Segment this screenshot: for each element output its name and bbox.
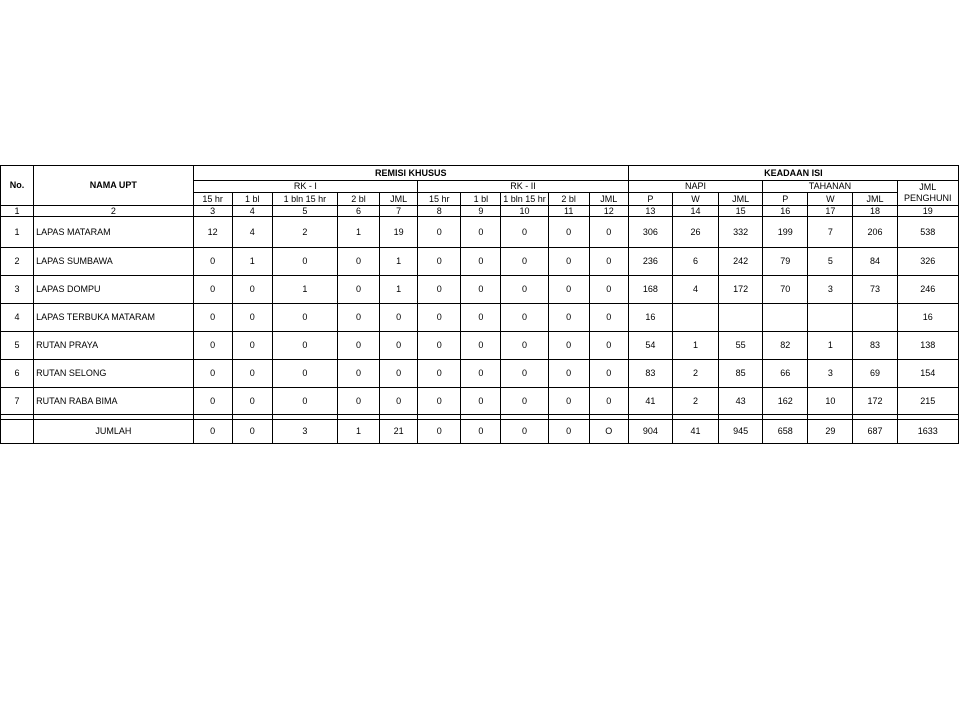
total-value-cell: 3 — [272, 420, 337, 444]
total-value-cell: 904 — [628, 420, 672, 444]
tahanan-col-jml: JML — [853, 193, 897, 206]
value-cell: 154 — [897, 360, 958, 388]
value-cell: 0 — [380, 304, 418, 332]
value-cell: 73 — [853, 276, 897, 304]
value-cell: 0 — [501, 332, 548, 360]
column-number-cell: 10 — [501, 206, 548, 217]
column-number-cell: 12 — [589, 206, 628, 217]
value-cell: 0 — [272, 304, 337, 332]
column-number-cell: 13 — [628, 206, 672, 217]
value-cell: 0 — [461, 360, 501, 388]
value-cell: 0 — [589, 388, 628, 415]
value-cell: 0 — [380, 360, 418, 388]
value-cell: 0 — [461, 217, 501, 248]
value-cell: 16 — [628, 304, 672, 332]
value-cell: 0 — [501, 217, 548, 248]
value-cell: 0 — [193, 276, 232, 304]
upt-name: LAPAS MATARAM — [34, 217, 193, 248]
upt-name: RUTAN PRAYA — [34, 332, 193, 360]
value-cell: 215 — [897, 388, 958, 415]
header-jml-penghuni — [897, 181, 958, 206]
value-cell: 538 — [897, 217, 958, 248]
column-number-cell: 19 — [897, 206, 958, 217]
row-number: 1 — [1, 217, 34, 248]
value-cell: 168 — [628, 276, 672, 304]
header-rk2: RK - II — [418, 181, 629, 193]
value-cell: 0 — [589, 248, 628, 276]
value-cell: 332 — [719, 217, 763, 248]
header-keadaan-isi: KEADAAN ISI — [628, 166, 958, 181]
total-value-cell: 0 — [461, 420, 501, 444]
value-cell: 0 — [337, 388, 379, 415]
value-cell: 12 — [193, 217, 232, 248]
value-cell: 0 — [589, 304, 628, 332]
value-cell: 6 — [672, 248, 718, 276]
table-row — [1, 248, 959, 276]
total-value-cell: 945 — [719, 420, 763, 444]
rk2-col-1bln15hr: 1 bln 15 hr — [501, 193, 548, 206]
row-number: 2 — [1, 248, 34, 276]
row-number: 4 — [1, 304, 34, 332]
value-cell: 0 — [501, 304, 548, 332]
value-cell — [808, 304, 853, 332]
header-remisi-khusus: REMISI KHUSUS — [193, 166, 628, 181]
total-value-cell: 0 — [548, 420, 589, 444]
header-no: No. — [1, 166, 34, 206]
total-value-cell: 21 — [380, 420, 418, 444]
value-cell: 0 — [548, 388, 589, 415]
tahanan-col-p: P — [763, 193, 808, 206]
value-cell: 199 — [763, 217, 808, 248]
column-number-cell: 18 — [853, 206, 897, 217]
tahanan-col-w: W — [808, 193, 853, 206]
total-value-cell: 0 — [418, 420, 461, 444]
column-number-cell: 17 — [808, 206, 853, 217]
rk2-col-15hr: 15 hr — [418, 193, 461, 206]
value-cell: 0 — [232, 276, 272, 304]
value-cell: 0 — [501, 248, 548, 276]
upt-name: LAPAS SUMBAWA — [34, 248, 193, 276]
value-cell: 66 — [763, 360, 808, 388]
column-number-cell: 4 — [232, 206, 272, 217]
rk2-col-jml: JML — [589, 193, 628, 206]
value-cell: 0 — [418, 360, 461, 388]
value-cell: 4 — [232, 217, 272, 248]
value-cell: 0 — [461, 248, 501, 276]
value-cell: 10 — [808, 388, 853, 415]
value-cell: 5 — [808, 248, 853, 276]
value-cell: 0 — [548, 360, 589, 388]
value-cell: 0 — [337, 276, 379, 304]
value-cell: 0 — [418, 388, 461, 415]
value-cell: 1 — [380, 248, 418, 276]
value-cell: 0 — [589, 217, 628, 248]
column-number-cell: 5 — [272, 206, 337, 217]
total-value-cell: 1633 — [897, 420, 958, 444]
value-cell: 0 — [337, 248, 379, 276]
value-cell: 1 — [672, 332, 718, 360]
value-cell: 84 — [853, 248, 897, 276]
value-cell: 7 — [808, 217, 853, 248]
table-row — [1, 360, 959, 388]
value-cell: 0 — [193, 388, 232, 415]
total-value-cell: 29 — [808, 420, 853, 444]
header-nama-upt: NAMA UPT — [34, 166, 193, 206]
total-value-cell: 0 — [501, 420, 548, 444]
column-number-cell: 6 — [337, 206, 379, 217]
row-number: 5 — [1, 332, 34, 360]
rk1-col-15hr: 15 hr — [193, 193, 232, 206]
value-cell: 0 — [548, 217, 589, 248]
value-cell: 0 — [272, 360, 337, 388]
header-tahanan: TAHANAN — [763, 181, 897, 193]
value-cell: 326 — [897, 248, 958, 276]
value-cell: 85 — [719, 360, 763, 388]
value-cell: 0 — [461, 276, 501, 304]
value-cell: 172 — [853, 388, 897, 415]
value-cell: 236 — [628, 248, 672, 276]
value-cell: 0 — [380, 388, 418, 415]
value-cell: 0 — [548, 332, 589, 360]
value-cell: 0 — [272, 388, 337, 415]
column-number-cell: 7 — [380, 206, 418, 217]
value-cell: 0 — [337, 332, 379, 360]
rk1-col-jml: JML — [380, 193, 418, 206]
table-row — [1, 276, 959, 304]
row-number: 6 — [1, 360, 34, 388]
value-cell: 0 — [272, 248, 337, 276]
value-cell: 69 — [853, 360, 897, 388]
value-cell: 0 — [418, 217, 461, 248]
upt-name: RUTAN RABA BIMA — [34, 388, 193, 415]
column-number-cell: 16 — [763, 206, 808, 217]
value-cell: 2 — [672, 360, 718, 388]
total-value-cell: 1 — [337, 420, 379, 444]
value-cell: 0 — [232, 304, 272, 332]
column-number-cell: 14 — [672, 206, 718, 217]
value-cell: 3 — [808, 360, 853, 388]
value-cell: 70 — [763, 276, 808, 304]
value-cell: 0 — [272, 332, 337, 360]
column-number-cell: 8 — [418, 206, 461, 217]
value-cell: 242 — [719, 248, 763, 276]
value-cell: 41 — [628, 388, 672, 415]
total-row — [1, 420, 959, 444]
value-cell: 0 — [232, 332, 272, 360]
value-cell: 0 — [418, 248, 461, 276]
value-cell: 172 — [719, 276, 763, 304]
value-cell: 0 — [193, 248, 232, 276]
value-cell: 2 — [272, 217, 337, 248]
value-cell: 0 — [380, 332, 418, 360]
header-jml-penghuni-line1: JML — [919, 182, 937, 192]
value-cell: 0 — [232, 360, 272, 388]
value-cell: 2 — [672, 388, 718, 415]
value-cell: 0 — [418, 332, 461, 360]
value-cell: 0 — [548, 304, 589, 332]
napi-col-w: W — [672, 193, 718, 206]
value-cell: 0 — [589, 276, 628, 304]
value-cell: 206 — [853, 217, 897, 248]
value-cell: 0 — [461, 304, 501, 332]
value-cell: 0 — [418, 276, 461, 304]
value-cell: 43 — [719, 388, 763, 415]
column-number-cell: 11 — [548, 206, 589, 217]
napi-col-jml: JML — [719, 193, 763, 206]
value-cell: 0 — [589, 360, 628, 388]
value-cell: 83 — [853, 332, 897, 360]
value-cell: 0 — [337, 304, 379, 332]
value-cell: 1 — [808, 332, 853, 360]
upt-name: LAPAS DOMPU — [34, 276, 193, 304]
value-cell: 0 — [589, 332, 628, 360]
value-cell: 3 — [808, 276, 853, 304]
napi-col-p: P — [628, 193, 672, 206]
value-cell: 0 — [193, 360, 232, 388]
rk2-col-2bl: 2 bl — [548, 193, 589, 206]
value-cell: 138 — [897, 332, 958, 360]
table-row — [1, 388, 959, 415]
column-number-row — [1, 206, 959, 217]
value-cell: 0 — [337, 360, 379, 388]
header-jml-penghuni-line2: PENGHUNI — [904, 193, 952, 203]
column-number-cell: 3 — [193, 206, 232, 217]
value-cell: 55 — [719, 332, 763, 360]
remisi-khusus-table — [0, 165, 959, 444]
value-cell: 19 — [380, 217, 418, 248]
upt-name: LAPAS TERBUKA MATARAM — [34, 304, 193, 332]
value-cell: 26 — [672, 217, 718, 248]
total-value-cell: 41 — [672, 420, 718, 444]
value-cell: 1 — [337, 217, 379, 248]
rk1-col-1bl: 1 bl — [232, 193, 272, 206]
value-cell: 0 — [461, 388, 501, 415]
row-number: 3 — [1, 276, 34, 304]
table-body — [1, 217, 959, 415]
value-cell: 79 — [763, 248, 808, 276]
value-cell — [719, 304, 763, 332]
value-cell: 0 — [193, 332, 232, 360]
value-cell: 0 — [501, 388, 548, 415]
total-value-cell: 687 — [853, 420, 897, 444]
value-cell: 1 — [272, 276, 337, 304]
total-label: JUMLAH — [34, 420, 193, 444]
header-napi: NAPI — [628, 181, 762, 193]
value-cell: 83 — [628, 360, 672, 388]
total-value-cell: 658 — [763, 420, 808, 444]
rk1-col-2bl: 2 bl — [337, 193, 379, 206]
table-row — [1, 332, 959, 360]
value-cell: 0 — [461, 332, 501, 360]
value-cell: 0 — [548, 248, 589, 276]
value-cell — [672, 304, 718, 332]
table-row — [1, 217, 959, 248]
value-cell: 246 — [897, 276, 958, 304]
value-cell: 306 — [628, 217, 672, 248]
value-cell: 0 — [548, 276, 589, 304]
value-cell: 4 — [672, 276, 718, 304]
rk1-col-1bln15hr: 1 bln 15 hr — [272, 193, 337, 206]
value-cell: 54 — [628, 332, 672, 360]
column-number-cell: 1 — [1, 206, 34, 217]
value-cell: 0 — [501, 276, 548, 304]
value-cell: 1 — [380, 276, 418, 304]
column-number-cell: 9 — [461, 206, 501, 217]
value-cell: 82 — [763, 332, 808, 360]
table-row — [1, 304, 959, 332]
value-cell: 1 — [232, 248, 272, 276]
value-cell: 0 — [193, 304, 232, 332]
column-number-cell: 2 — [34, 206, 193, 217]
value-cell — [763, 304, 808, 332]
total-value-cell: 0 — [193, 420, 232, 444]
total-value-cell: O — [589, 420, 628, 444]
rk2-col-1bl: 1 bl — [461, 193, 501, 206]
value-cell: 0 — [501, 360, 548, 388]
value-cell — [853, 304, 897, 332]
value-cell: 0 — [418, 304, 461, 332]
value-cell: 0 — [232, 388, 272, 415]
total-no-cell — [1, 420, 34, 444]
header-rk1: RK - I — [193, 181, 418, 193]
upt-name: RUTAN SELONG — [34, 360, 193, 388]
row-number: 7 — [1, 388, 34, 415]
total-value-cell: 0 — [232, 420, 272, 444]
value-cell: 162 — [763, 388, 808, 415]
value-cell: 16 — [897, 304, 958, 332]
column-number-cell: 15 — [719, 206, 763, 217]
